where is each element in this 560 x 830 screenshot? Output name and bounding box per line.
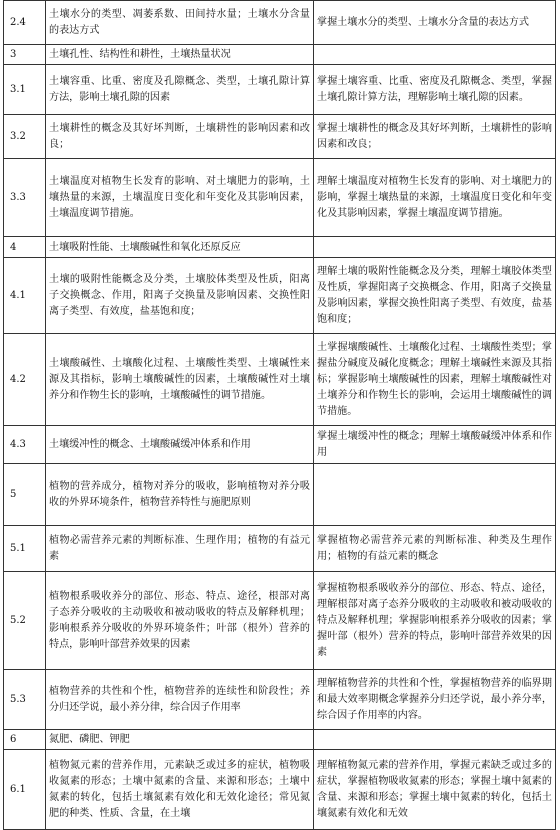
section-number: 2.4 xyxy=(4,1,46,45)
section-number: 4.3 xyxy=(4,426,46,464)
syllabus-table xyxy=(3,0,556,830)
section-content: 土壤吸附性能、土壤酸碱性和氧化还原反应 xyxy=(46,237,314,258)
section-number: 3.2 xyxy=(4,115,46,159)
section-content: 植物必需营养元素的判断标准、生理作用；植物的有益元素 xyxy=(46,526,314,572)
table-row xyxy=(4,670,556,730)
table-row xyxy=(4,115,556,159)
section-content: 植物营养的共性和个性，植物营养的连续性和阶段性；养分归还学说，最小养分律，综合因子作用率 xyxy=(46,670,314,730)
section-content: 土壤缓冲性的概念、土壤酸碱缓冲体系和作用 xyxy=(46,426,314,464)
section-content: 植物的营养成分，植物对养分的吸收，影响植物对养分吸收的外界环境条件，植物营养特性与施肥原则 xyxy=(46,464,314,526)
section-number: 5 xyxy=(4,464,46,526)
table-row xyxy=(4,334,556,426)
table-row xyxy=(4,237,556,258)
section-requirement: 掌握植物根系吸收养分的部位、形态、特点、途径，理解根部对离子态养分吸收的主动吸收和被动吸收的特点及解释机理；掌握影响根系养分吸收的因素；掌握叶部（根外）营养的特点，影响叶部营养效果的因素 xyxy=(314,572,556,670)
section-number: 5.3 xyxy=(4,670,46,730)
section-requirement: 掌握植物必需营养元素的判断标准、种类及生理作用；植物的有益元素的概念 xyxy=(314,526,556,572)
section-requirement: 理解土壤温度对植物生长发育的影响、对土壤肥力的影响，掌握土壤热量的来源，土壤温度日变化和年变化及其影响因素，掌握土壤温度调节措施。 xyxy=(314,159,556,237)
table-row xyxy=(4,45,556,65)
section-number: 4.1 xyxy=(4,258,46,334)
section-requirement: 掌握土壤容重、比重、密度及孔隙概念、类型，掌握土壤孔隙计算方法，理解影响土壤孔隙的因素。 xyxy=(314,65,556,115)
section-requirement: 掌握土壤缓冲性的概念；理解土壤酸碱缓冲体系和作用 xyxy=(314,426,556,464)
section-number: 3 xyxy=(4,45,46,65)
section-content: 植物氮元素的营养作用，元素缺乏或过多的症状，植物吸收氮素的形态；土壤中氮素的含量、来源和形态；土壤中氮素的转化，包括土壤氮素有效化和无效化途径；常见氮肥的种类、性质、含量，在土壤 xyxy=(46,750,314,830)
section-requirement xyxy=(314,464,556,526)
syllabus-table-container xyxy=(3,0,555,830)
section-number: 5.2 xyxy=(4,572,46,670)
section-content: 土壤水分的类型、凋萎系数、田间持水量；土壤水分含量的表达方式 xyxy=(46,1,314,45)
section-requirement: 理解植物氮元素的营养作用，掌握元素缺乏或过多的症状，掌握植物吸收氮素的形态；掌握土壤中氮素的含量、来源和形态；掌握土壤中氮素的转化，包括土壤氮素有效化和无效 xyxy=(314,750,556,830)
table-row xyxy=(4,65,556,115)
section-requirement: 掌握土壤水分的类型、土壤水分含量的表达方式 xyxy=(314,1,556,45)
section-requirement xyxy=(314,45,556,65)
section-requirement xyxy=(314,237,556,258)
section-requirement: 理解土壤的吸附性能概念及分类，理解土壤胶体类型及性质，掌握阳离子交换概念、作用，阳离子交换量及影响因素，掌握交换性阳离子类型、有效度，盐基饱和度； xyxy=(314,258,556,334)
table-row xyxy=(4,572,556,670)
section-content: 土壤孔性、结构性和耕性，土壤热量状况 xyxy=(46,45,314,65)
table-row xyxy=(4,258,556,334)
section-number: 5.1 xyxy=(4,526,46,572)
section-requirement: 土掌握壤酸碱性、土壤酸化过程、土壤酸性类型；掌握盐分碱度及碱化度概念；理解土壤碱性来源及其指标；掌握影响土壤酸碱性的因素，理解土壤酸碱性对土壤养分和作物生长的影响，会运用土壤酸碱性的调节措施。 xyxy=(314,334,556,426)
section-number: 3.3 xyxy=(4,159,46,237)
table-row xyxy=(4,750,556,830)
section-content: 植物根系吸收养分的部位、形态、特点、途径，根部对离子态养分吸收的主动吸收和被动吸收的特点及解释机理；影响根系养分吸收的外界环境条件；叶部（根外）营养的特点，影响叶部营养效果的因素 xyxy=(46,572,314,670)
section-content: 氮肥、磷肥、钾肥 xyxy=(46,730,314,750)
section-number: 4 xyxy=(4,237,46,258)
section-content: 土壤温度对植物生长发育的影响、对土壤肥力的影响，土壤热量的来源，土壤温度日变化和年变化及其影响因素，土壤温度调节措施。 xyxy=(46,159,314,237)
section-content: 土壤耕性的概念及其好坏判断，土壤耕性的影响因素和改良； xyxy=(46,115,314,159)
table-row xyxy=(4,464,556,526)
table-row xyxy=(4,1,556,45)
section-requirement: 理解植物营养的共性和个性，掌握植物营养的临界期和最大效率期概念掌握养分归还学说，最小养分率，综合因子作用率的内容。 xyxy=(314,670,556,730)
section-requirement: 掌握土壤耕性的概念及其好坏判断，土壤耕性的影响因素和改良； xyxy=(314,115,556,159)
table-row xyxy=(4,526,556,572)
section-number: 6.1 xyxy=(4,750,46,830)
section-requirement xyxy=(314,730,556,750)
section-content: 土壤的吸附性能概念及分类，土壤胶体类型及性质，阳离子交换概念、作用，阳离子交换量及影响因素、交换性阳离子类型、有效度，盐基饱和度； xyxy=(46,258,314,334)
table-row xyxy=(4,426,556,464)
section-content: 土壤酸碱性、土壤酸化过程、土壤酸性类型、土壤碱性来源及其指标，影响土壤酸碱性的因素，土壤酸碱性对土壤养分和作物生长的影响，土壤酸碱性的调节措施。 xyxy=(46,334,314,426)
section-content: 土壤容重、比重、密度及孔隙概念、类型，土壤孔隙计算方法，影响土壤孔隙的因素 xyxy=(46,65,314,115)
table-row xyxy=(4,159,556,237)
section-number: 4.2 xyxy=(4,334,46,426)
section-number: 3.1 xyxy=(4,65,46,115)
table-row xyxy=(4,730,556,750)
section-number: 6 xyxy=(4,730,46,750)
